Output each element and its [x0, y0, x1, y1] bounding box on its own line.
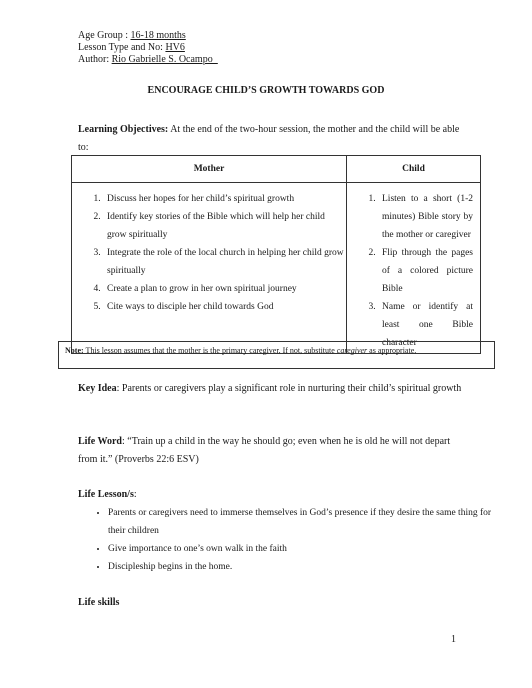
lesson-type-label: Lesson Type and No:	[78, 42, 166, 53]
list-item: 3. Name or identify at least one Bible character	[378, 298, 479, 352]
age-group-value: 16-18 months	[130, 30, 186, 41]
list-item: • Discipleship begins in the home.	[108, 558, 508, 576]
key-idea-text: : Parents or caregivers play a significant role in nurturing their child’s spiritual growth	[116, 383, 462, 394]
learning-objectives-label: Learning Objectives:	[78, 124, 169, 135]
list-item: 1. Discuss her hopes for her child’s spiritual growth	[103, 190, 345, 208]
learning-objectives	[78, 121, 468, 157]
life-lessons-heading	[78, 486, 468, 504]
list-item: 1. Listen to a short (1-2 minutes) Bible story by the mother or caregiver	[378, 190, 479, 244]
life-word-label: Life Word	[78, 436, 122, 447]
key-idea	[78, 380, 468, 398]
lesson-type-value: HV6	[165, 42, 185, 53]
list-item: 5. Cite ways to disciple her child towards God	[103, 298, 345, 316]
key-idea-label: Key Idea	[78, 383, 117, 394]
child-cell	[347, 183, 481, 354]
note-label: Note:	[65, 346, 84, 355]
list-item: • Give importance to one’s own walk in the faith	[108, 540, 508, 558]
page-number: 1	[451, 634, 456, 645]
table-header-row	[72, 156, 481, 183]
list-item: 2. Flip through the pages of a colored picture Bible	[378, 244, 479, 298]
table-row	[72, 183, 481, 354]
note-box	[58, 341, 495, 369]
lesson-type-line	[78, 42, 185, 54]
objectives-table	[71, 155, 481, 354]
life-word-text: : “Train up a child in the way he should go; even when he is old he will not depart from it.” (Proverbs 22:6 ESV)	[78, 436, 451, 465]
age-group-label: Age Group :	[78, 30, 131, 41]
child-objectives-list	[348, 190, 479, 352]
mother-cell	[72, 183, 347, 354]
life-skills-label: Life skills	[78, 597, 120, 608]
list-item: 4. Create a plan to grow in her own spiritual journey	[103, 280, 345, 298]
child-header: Child	[347, 156, 481, 183]
list-item: • Parents or caregivers need to immerse themselves in God’s presence if they desire the same thing for their children	[108, 504, 508, 540]
author-line	[78, 54, 218, 66]
age-group-line	[78, 30, 186, 42]
life-skills-heading	[78, 594, 468, 612]
life-lessons-colon: :	[133, 489, 137, 500]
list-item: 3. Integrate the role of the local church in helping her child grow spiritually	[103, 244, 345, 280]
mother-objectives-list	[73, 190, 345, 316]
author-value: Rio Gabrielle S. Ocampo_	[111, 54, 218, 65]
note-italic: caregiver	[336, 346, 368, 355]
author-label: Author:	[78, 54, 112, 65]
life-lessons-list	[78, 504, 508, 576]
learning-objectives-text: At the end of the two-hour session, the mother and the child will be able to:	[78, 124, 460, 153]
list-item: 2. Identify key stories of the Bible which will help her child grow spiritually	[103, 208, 345, 244]
life-lessons-label: Life Lesson/s	[78, 489, 134, 500]
note-text-end: as appropriate.	[367, 346, 417, 355]
page-title: ENCOURAGE CHILD’S GROWTH TOWARDS GOD	[147, 85, 385, 96]
mother-header: Mother	[72, 156, 347, 183]
life-word	[78, 433, 468, 469]
note-text: This lesson assumes that the mother is the primary caregiver. If not, substitute	[83, 346, 337, 355]
